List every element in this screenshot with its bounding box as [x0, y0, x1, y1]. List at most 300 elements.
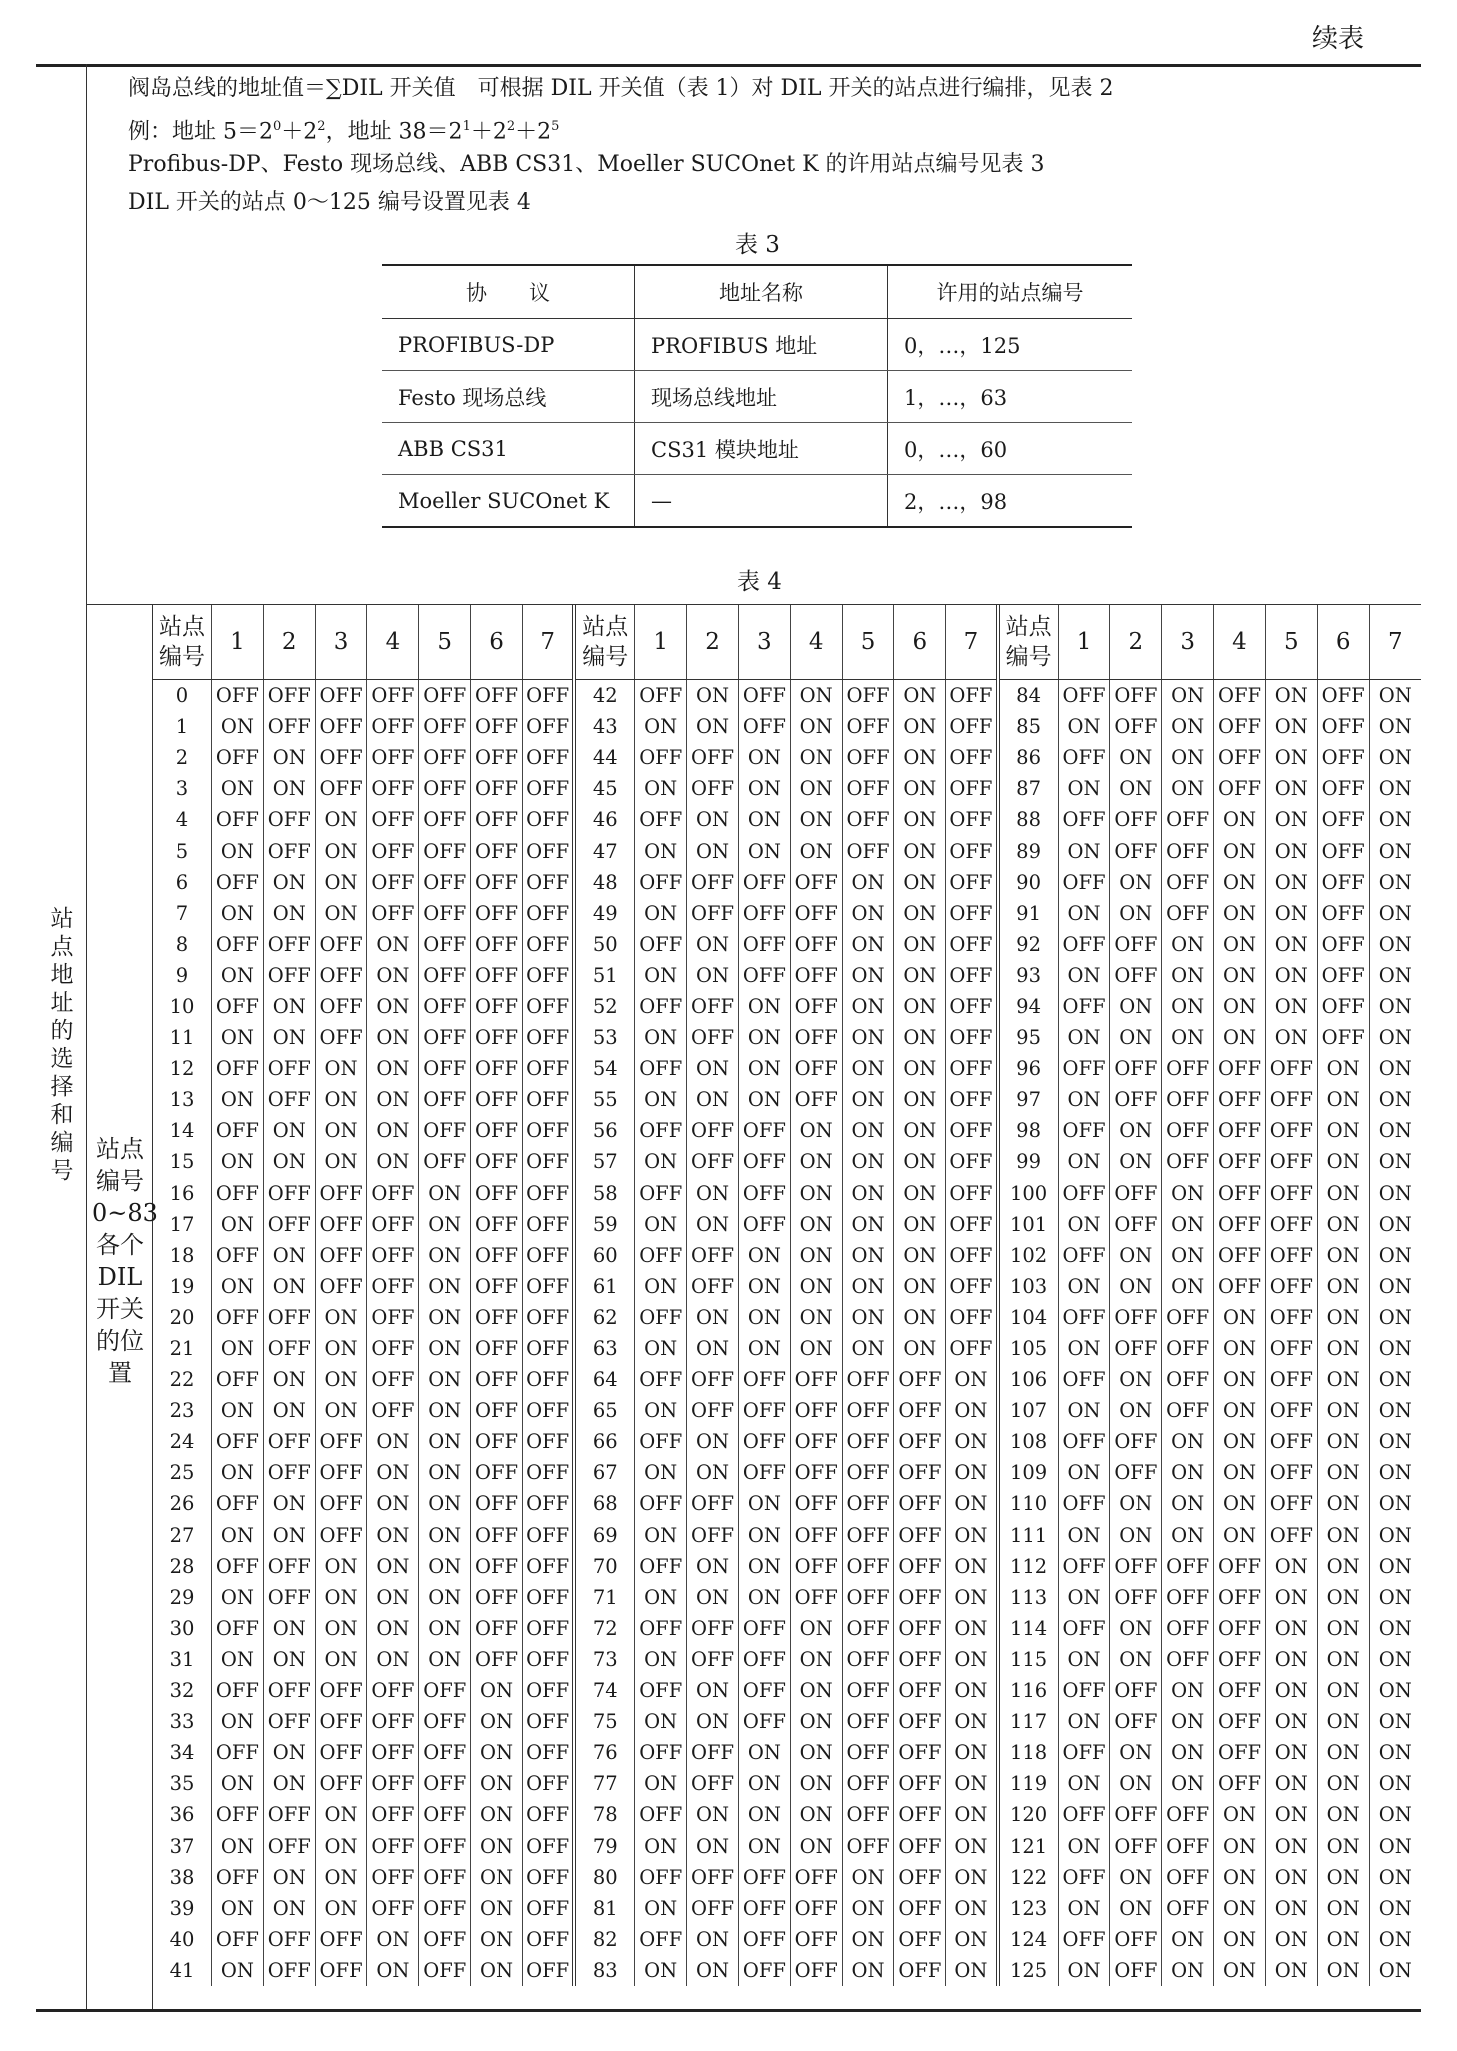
- switch-state: OFF: [1058, 1737, 1110, 1768]
- switch-state: OFF: [315, 929, 367, 960]
- switch-header: 1: [635, 605, 687, 680]
- switch-state: ON: [212, 1271, 264, 1302]
- switch-state: OFF: [367, 1706, 419, 1737]
- station-number: 112: [998, 1551, 1059, 1582]
- switch-state: ON: [1369, 1084, 1421, 1115]
- switch-state: OFF: [367, 1271, 419, 1302]
- switch-state: OFF: [1110, 680, 1162, 712]
- switch-state: ON: [1162, 1457, 1214, 1488]
- switch-state: ON: [419, 1271, 471, 1302]
- switch-state: ON: [1214, 1955, 1266, 1986]
- switch-header: 2: [1110, 605, 1162, 680]
- table-cell: PROFIBUS 地址: [635, 319, 888, 371]
- switch-state: ON: [738, 1333, 790, 1364]
- switch-state: ON: [842, 1178, 894, 1209]
- switch-state: OFF: [471, 1240, 523, 1271]
- station-number: 97: [998, 1084, 1059, 1115]
- switch-state: OFF: [738, 711, 790, 742]
- table-cell: 0，…，60: [888, 423, 1133, 475]
- switch-state: OFF: [522, 1333, 574, 1364]
- switch-state: ON: [635, 1395, 687, 1426]
- switch-state: ON: [263, 1488, 315, 1519]
- switch-state: ON: [790, 1737, 842, 1768]
- switch-state: OFF: [1162, 1830, 1214, 1861]
- switch-state: OFF: [1317, 991, 1369, 1022]
- switch-state: OFF: [1214, 1084, 1266, 1115]
- switch-state: ON: [635, 1084, 687, 1115]
- switch-state: ON: [1058, 711, 1110, 742]
- switch-state: OFF: [1265, 1240, 1317, 1271]
- switch-header: 3: [738, 605, 790, 680]
- switch-state: OFF: [687, 1240, 739, 1271]
- switch-state: ON: [1369, 1364, 1421, 1395]
- switch-state: ON: [212, 1520, 264, 1551]
- table-cell: Moeller SUCOnet K: [382, 475, 635, 528]
- table3-header-row: [382, 265, 1132, 319]
- switch-header: 5: [842, 605, 894, 680]
- switch-state: ON: [946, 1706, 998, 1737]
- switch-state: OFF: [1058, 1115, 1110, 1146]
- switch-state: ON: [1265, 1644, 1317, 1675]
- switch-state: OFF: [946, 1146, 998, 1177]
- switch-state: OFF: [263, 1084, 315, 1115]
- switch-state: OFF: [419, 742, 471, 773]
- switch-state: ON: [1265, 1830, 1317, 1861]
- switch-state: OFF: [1162, 898, 1214, 929]
- switch-state: OFF: [367, 1893, 419, 1924]
- switch-state: ON: [367, 1115, 419, 1146]
- switch-state: ON: [1214, 960, 1266, 991]
- station-number: 47: [574, 835, 635, 866]
- switch-state: OFF: [790, 1551, 842, 1582]
- switch-state: ON: [1317, 1364, 1369, 1395]
- switch-state: ON: [419, 1333, 471, 1364]
- switch-state: ON: [790, 1830, 842, 1861]
- switch-state: OFF: [635, 804, 687, 835]
- switch-state: OFF: [946, 1115, 998, 1146]
- switch-state: ON: [1214, 898, 1266, 929]
- switch-state: OFF: [738, 1178, 790, 1209]
- station-number: 85: [998, 711, 1059, 742]
- switch-state: ON: [263, 991, 315, 1022]
- station-number: 8: [175, 932, 189, 956]
- switch-state: ON: [1265, 1924, 1317, 1955]
- switch-state: OFF: [1265, 1426, 1317, 1457]
- switch-state: OFF: [1110, 1209, 1162, 1240]
- switch-state: OFF: [842, 1799, 894, 1830]
- station-number: 71: [574, 1582, 635, 1613]
- exponent: 0: [273, 119, 282, 134]
- switch-state: ON: [263, 1364, 315, 1395]
- table4-dil-switch-settings: [153, 605, 1421, 1986]
- switch-state: OFF: [522, 1053, 574, 1084]
- switch-state: OFF: [1214, 742, 1266, 773]
- switch-state: ON: [367, 960, 419, 991]
- switch-state: ON: [212, 773, 264, 804]
- switch-state: OFF: [635, 680, 687, 712]
- switch-state: ON: [263, 742, 315, 773]
- station-number: 120: [998, 1799, 1059, 1830]
- switch-state: OFF: [263, 711, 315, 742]
- switch-state: OFF: [946, 835, 998, 866]
- switch-state: OFF: [738, 1209, 790, 1240]
- switch-state: OFF: [1058, 1675, 1110, 1706]
- switch-state: ON: [1110, 898, 1162, 929]
- switch-state: ON: [790, 1768, 842, 1799]
- switch-state: OFF: [1265, 1084, 1317, 1115]
- station-number: 19: [169, 1274, 195, 1298]
- switch-state: OFF: [842, 835, 894, 866]
- switch-state: ON: [635, 1209, 687, 1240]
- switch-header: 7: [1369, 605, 1421, 680]
- switch-state: OFF: [790, 898, 842, 929]
- switch-state: ON: [687, 1830, 739, 1861]
- switch-state: OFF: [419, 1146, 471, 1177]
- switch-state: OFF: [1162, 1364, 1214, 1395]
- switch-state: ON: [1265, 991, 1317, 1022]
- switch-state: ON: [842, 1209, 894, 1240]
- switch-state: OFF: [1214, 680, 1266, 712]
- switch-state: ON: [263, 1240, 315, 1271]
- station-number: 88: [998, 804, 1059, 835]
- switch-state: ON: [635, 1644, 687, 1675]
- switch-state: OFF: [635, 1115, 687, 1146]
- switch-state: ON: [1369, 680, 1421, 712]
- switch-state: OFF: [946, 960, 998, 991]
- switch-state: ON: [1369, 1395, 1421, 1426]
- station-number: 32: [169, 1679, 195, 1703]
- table-row: [153, 1675, 1421, 1706]
- switch-state: OFF: [471, 1084, 523, 1115]
- switch-state: OFF: [790, 1488, 842, 1519]
- switch-state: OFF: [1214, 711, 1266, 742]
- switch-state: ON: [635, 1146, 687, 1177]
- switch-state: OFF: [263, 1178, 315, 1209]
- switch-state: OFF: [471, 960, 523, 991]
- switch-header: 3: [1162, 605, 1214, 680]
- switch-state: OFF: [635, 1737, 687, 1768]
- switch-state: OFF: [367, 1209, 419, 1240]
- switch-state: ON: [212, 1209, 264, 1240]
- switch-state: ON: [790, 1146, 842, 1177]
- switch-state: OFF: [522, 1893, 574, 1924]
- switch-state: OFF: [790, 960, 842, 991]
- switch-state: OFF: [1110, 1924, 1162, 1955]
- switch-state: OFF: [1265, 1333, 1317, 1364]
- table-row: [153, 680, 1421, 712]
- station-number: 68: [574, 1488, 635, 1519]
- switch-state: ON: [1162, 929, 1214, 960]
- switch-state: ON: [1317, 1830, 1369, 1861]
- station-number: 123: [998, 1893, 1059, 1924]
- switch-state: OFF: [738, 1706, 790, 1737]
- switch-state: OFF: [522, 1271, 574, 1302]
- switch-state: OFF: [471, 1022, 523, 1053]
- switch-state: OFF: [1110, 1084, 1162, 1115]
- switch-state: OFF: [1214, 1737, 1266, 1768]
- station-number: 90: [998, 867, 1059, 898]
- switch-state: ON: [687, 1675, 739, 1706]
- switch-state: OFF: [367, 680, 419, 712]
- switch-state: ON: [419, 1520, 471, 1551]
- switch-state: ON: [315, 898, 367, 929]
- switch-state: OFF: [894, 1924, 946, 1955]
- switch-state: OFF: [1058, 680, 1110, 712]
- switch-state: OFF: [263, 1955, 315, 1986]
- switch-state: OFF: [315, 1457, 367, 1488]
- switch-state: OFF: [471, 991, 523, 1022]
- switch-state: ON: [1162, 1178, 1214, 1209]
- switch-state: ON: [367, 1551, 419, 1582]
- switch-state: ON: [946, 1737, 998, 1768]
- switch-state: ON: [212, 1146, 264, 1177]
- switch-state: ON: [635, 960, 687, 991]
- switch-state: ON: [635, 1768, 687, 1799]
- switch-state: OFF: [471, 1582, 523, 1613]
- switch-state: OFF: [894, 1862, 946, 1893]
- switch-state: ON: [842, 1862, 894, 1893]
- switch-state: OFF: [790, 1053, 842, 1084]
- station-number: 65: [574, 1395, 635, 1426]
- station-number: 34: [169, 1741, 195, 1765]
- switch-state: OFF: [367, 1395, 419, 1426]
- switch-state: OFF: [419, 1084, 471, 1115]
- switch-state: OFF: [212, 1551, 264, 1582]
- switch-state: ON: [1110, 742, 1162, 773]
- switch-state: OFF: [1265, 1395, 1317, 1426]
- switch-state: OFF: [842, 1395, 894, 1426]
- switch-state: OFF: [212, 1178, 264, 1209]
- station-number: 49: [574, 898, 635, 929]
- switch-state: OFF: [522, 1644, 574, 1675]
- switch-state: ON: [894, 1084, 946, 1115]
- switch-state: ON: [367, 929, 419, 960]
- switch-state: OFF: [946, 929, 998, 960]
- subcategory-label: 站点编号0~83各个DIL开关的位置: [92, 1135, 158, 1387]
- switch-state: OFF: [419, 680, 471, 712]
- switch-state: ON: [894, 1333, 946, 1364]
- station-number: 38: [169, 1865, 195, 1889]
- switch-state: ON: [946, 1893, 998, 1924]
- table4-caption: 表 4: [737, 569, 782, 595]
- switch-state: ON: [842, 1084, 894, 1115]
- intro-text: [128, 70, 1113, 222]
- switch-state: OFF: [738, 1395, 790, 1426]
- switch-state: ON: [1162, 1768, 1214, 1799]
- switch-state: OFF: [1058, 1924, 1110, 1955]
- switch-state: OFF: [687, 742, 739, 773]
- switch-state: OFF: [471, 1457, 523, 1488]
- switch-state: ON: [687, 680, 739, 712]
- switch-state: ON: [315, 1364, 367, 1395]
- switch-state: OFF: [635, 1240, 687, 1271]
- switch-state: OFF: [687, 1893, 739, 1924]
- station-number: 37: [169, 1834, 195, 1858]
- table-row: [153, 1737, 1421, 1768]
- station-number: 116: [998, 1675, 1059, 1706]
- switch-state: ON: [687, 1053, 739, 1084]
- switch-state: ON: [894, 1271, 946, 1302]
- station-number-header: 站点编号: [153, 605, 212, 680]
- switch-state: ON: [687, 1084, 739, 1115]
- switch-state: OFF: [687, 1271, 739, 1302]
- switch-state: ON: [946, 1395, 998, 1426]
- switch-state: OFF: [367, 1675, 419, 1706]
- switch-state: OFF: [471, 835, 523, 866]
- switch-state: OFF: [471, 898, 523, 929]
- switch-state: OFF: [842, 1520, 894, 1551]
- switch-state: OFF: [738, 1364, 790, 1395]
- switch-state: OFF: [1265, 1146, 1317, 1177]
- switch-state: ON: [738, 1053, 790, 1084]
- switch-state: ON: [367, 1426, 419, 1457]
- switch-state: OFF: [522, 1924, 574, 1955]
- switch-state: ON: [1214, 1893, 1266, 1924]
- switch-state: ON: [212, 1395, 264, 1426]
- example-part: ＋2: [470, 119, 507, 145]
- switch-state: OFF: [1265, 1271, 1317, 1302]
- switch-state: ON: [1317, 1644, 1369, 1675]
- switch-state: OFF: [738, 1893, 790, 1924]
- switch-state: OFF: [1265, 1178, 1317, 1209]
- switch-state: ON: [1317, 1084, 1369, 1115]
- station-number: 87: [998, 773, 1059, 804]
- table-cell: 2，…，98: [888, 475, 1133, 528]
- switch-state: ON: [1214, 1333, 1266, 1364]
- switch-state: ON: [419, 1302, 471, 1333]
- station-number: 124: [998, 1924, 1059, 1955]
- station-number: 12: [169, 1057, 195, 1081]
- switch-state: ON: [790, 1115, 842, 1146]
- switch-state: ON: [1265, 1862, 1317, 1893]
- switch-state: ON: [842, 960, 894, 991]
- switch-state: OFF: [1162, 835, 1214, 866]
- table-row: [153, 1053, 1421, 1084]
- table-row: [153, 1955, 1421, 1986]
- switch-state: OFF: [1110, 1178, 1162, 1209]
- switch-state: OFF: [894, 1551, 946, 1582]
- exponent: 1: [462, 119, 471, 134]
- switch-state: OFF: [263, 1706, 315, 1737]
- switch-state: ON: [1369, 1333, 1421, 1364]
- switch-state: OFF: [1214, 1551, 1266, 1582]
- switch-state: ON: [635, 1955, 687, 1986]
- switch-state: OFF: [1162, 1302, 1214, 1333]
- table-row: [153, 1768, 1421, 1799]
- switch-state: OFF: [522, 680, 574, 712]
- switch-state: OFF: [842, 1488, 894, 1519]
- switch-state: OFF: [894, 1955, 946, 1986]
- switch-state: OFF: [738, 1146, 790, 1177]
- switch-state: ON: [1317, 1488, 1369, 1519]
- station-number: 3: [175, 777, 189, 801]
- switch-state: OFF: [212, 867, 264, 898]
- switch-state: ON: [635, 835, 687, 866]
- switch-state: ON: [946, 1830, 998, 1861]
- switch-state: ON: [1369, 1520, 1421, 1551]
- switch-state: OFF: [1110, 1675, 1162, 1706]
- switch-state: OFF: [894, 1364, 946, 1395]
- switch-state: OFF: [419, 835, 471, 866]
- switch-state: OFF: [842, 711, 894, 742]
- switch-state: OFF: [1162, 1395, 1214, 1426]
- switch-state: ON: [1317, 1053, 1369, 1084]
- station-number: 2: [175, 746, 189, 770]
- switch-state: OFF: [1265, 1488, 1317, 1519]
- switch-state: ON: [635, 1022, 687, 1053]
- switch-state: ON: [367, 1955, 419, 1986]
- switch-state: ON: [1369, 898, 1421, 929]
- switch-state: OFF: [471, 1551, 523, 1582]
- station-number: 21: [169, 1337, 195, 1361]
- switch-state: ON: [738, 1520, 790, 1551]
- switch-state: OFF: [522, 1084, 574, 1115]
- table-row: [153, 1364, 1421, 1395]
- switch-state: OFF: [894, 1675, 946, 1706]
- station-number-header: 站点编号: [998, 605, 1059, 680]
- switch-state: ON: [1058, 1644, 1110, 1675]
- switch-state: ON: [1317, 1862, 1369, 1893]
- example-part: ＋2: [515, 119, 552, 145]
- switch-state: ON: [212, 960, 264, 991]
- switch-state: ON: [894, 1240, 946, 1271]
- switch-state: OFF: [635, 1613, 687, 1644]
- switch-state: ON: [894, 804, 946, 835]
- switch-state: ON: [1317, 1209, 1369, 1240]
- switch-state: ON: [315, 1146, 367, 1177]
- switch-state: OFF: [1265, 1302, 1317, 1333]
- switch-state: ON: [635, 1271, 687, 1302]
- table4-body: [153, 680, 1421, 1986]
- switch-state: ON: [894, 680, 946, 712]
- switch-state: OFF: [471, 1520, 523, 1551]
- switch-state: OFF: [471, 1426, 523, 1457]
- switch-state: ON: [1317, 1395, 1369, 1426]
- switch-state: ON: [212, 1830, 264, 1861]
- station-number: 78: [574, 1799, 635, 1830]
- station-number: 122: [998, 1862, 1059, 1893]
- switch-state: ON: [1265, 1613, 1317, 1644]
- switch-state: ON: [1369, 991, 1421, 1022]
- switch-state: OFF: [263, 1830, 315, 1861]
- station-number: 102: [998, 1240, 1059, 1271]
- switch-state: ON: [687, 1582, 739, 1613]
- switch-state: ON: [894, 898, 946, 929]
- switch-state: ON: [842, 1146, 894, 1177]
- switch-state: OFF: [315, 1209, 367, 1240]
- switch-state: ON: [367, 1146, 419, 1177]
- switch-state: ON: [1110, 1737, 1162, 1768]
- switch-state: OFF: [1214, 1644, 1266, 1675]
- switch-state: OFF: [635, 1862, 687, 1893]
- switch-state: OFF: [522, 742, 574, 773]
- switch-state: ON: [1317, 1551, 1369, 1582]
- switch-state: ON: [1265, 1022, 1317, 1053]
- switch-state: ON: [367, 1457, 419, 1488]
- switch-state: OFF: [471, 742, 523, 773]
- station-number: 9: [175, 963, 189, 987]
- intro-line-3: Profibus-DP、Festo 现场总线、ABB CS31、Moeller SUCOnet K 的许用站点编号见表 3: [128, 152, 1045, 177]
- switch-state: OFF: [522, 1115, 574, 1146]
- table-row: [382, 319, 1132, 371]
- switch-state: OFF: [315, 1426, 367, 1457]
- page-header-continued: 续表: [1312, 24, 1365, 54]
- switch-state: ON: [635, 1706, 687, 1737]
- switch-state: OFF: [212, 1302, 264, 1333]
- station-number: 119: [998, 1768, 1059, 1799]
- switch-state: ON: [315, 1613, 367, 1644]
- switch-state: ON: [263, 1644, 315, 1675]
